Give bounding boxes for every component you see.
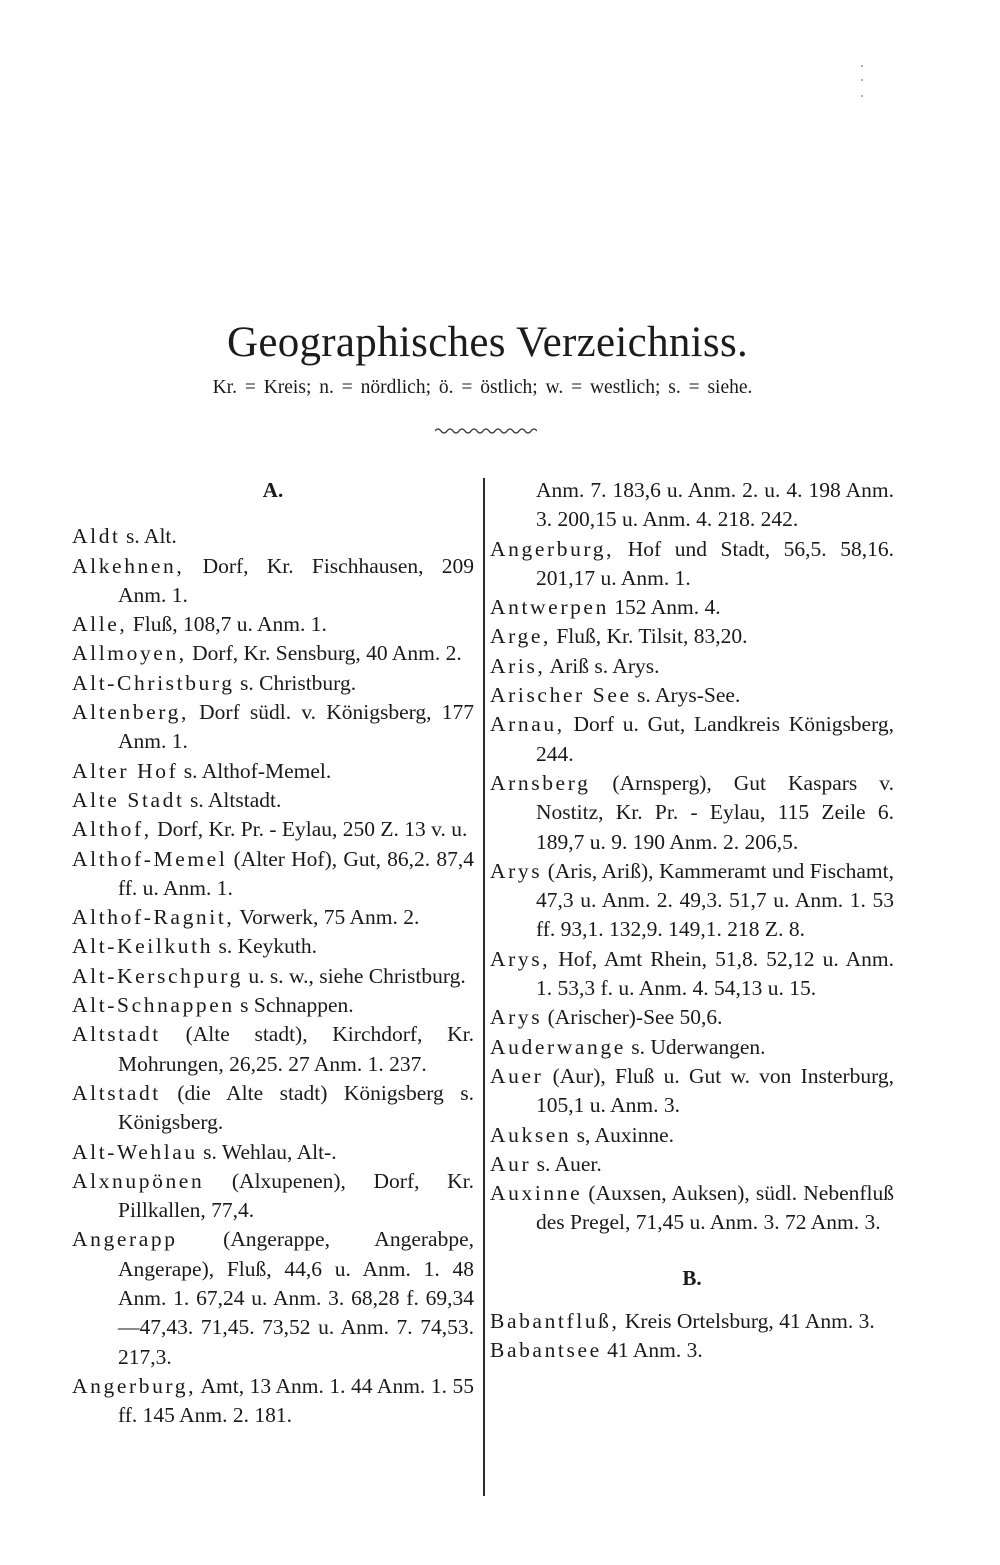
index-entry — [490, 1033, 894, 1062]
page-title: Geographisches Verzeichniss. — [226, 319, 749, 366]
entry-headword: Arge, — [490, 624, 551, 649]
index-entry — [72, 552, 474, 611]
entry-text: s. Althof-Memel. — [178, 758, 332, 783]
entry-text: s. Keykuth. — [213, 934, 317, 959]
index-entry — [490, 681, 894, 710]
spacer — [72, 505, 474, 522]
index-entry — [72, 1138, 474, 1167]
entry-headword: Auxinne — [490, 1181, 583, 1206]
entry-headword: Altstadt — [72, 1080, 161, 1105]
entry-text: 41 Anm. 3. — [601, 1338, 703, 1363]
entry-headword: Auderwange — [490, 1034, 626, 1059]
entry-text: (Alter Hof), Gut, 86,2. 87,4 ff. u. Anm. 1. — [118, 846, 474, 900]
index-entry — [72, 962, 474, 991]
entry-headword: Althof, — [72, 817, 152, 842]
entry-text: (Arnsperg), Gut Kaspars v. Nostitz, Kr. Pr. - Eylau, 115 Zeile 6. 189,7 u. 9. 190 Anm. 2. 206,5. — [536, 770, 894, 854]
index-entry — [490, 1062, 894, 1121]
entry-headword: Aris, — [490, 653, 546, 678]
entry-headword: Alt-Keilkuth — [72, 934, 214, 959]
entry-text: (die Alte stadt) Königsberg s. Königsberg. — [118, 1080, 474, 1135]
index-entry — [72, 845, 474, 904]
entry-text: Hof und Stadt, 56,5. 58,16. 201,17 u. Anm. 1. — [536, 536, 894, 590]
index-entry — [490, 1121, 894, 1150]
entry-headword: Altenberg, — [72, 700, 189, 725]
entry-text: s. Uderwangen. — [625, 1034, 766, 1059]
abbreviations-line: Kr. = Kreis; n. = nördlich; ö. = östlich; w. = westlich; s. = siehe. — [212, 377, 753, 398]
entry-headword: Alt-Wehlau — [72, 1139, 198, 1164]
index-entry — [490, 1179, 894, 1238]
entry-text: (Aur), Fluß u. Gut w. von Insterburg, 105,1 u. Anm. 3. — [536, 1063, 894, 1118]
entry-text: (Auxsen, Auksen), südl. Nebenfluß des Pregel, 71,45 u. Anm. 3. 72 Anm. 3. — [536, 1181, 894, 1235]
entry-text: Dorf u. Gut, Landkreis Königsberg, 244. — [536, 712, 894, 766]
index-entry — [490, 1307, 894, 1336]
entry-text: Amt, 13 Anm. 1. 44 Anm. 1. 55 ff. 145 Anm. 2. 181. — [118, 1373, 474, 1428]
entry-text: Dorf, Kr. Pr. - Eylau, 250 Z. 13 v. u. — [151, 817, 468, 842]
entry-headword: Althof-Ragnit, — [72, 905, 235, 930]
entry-text: Dorf südl. v. Königsberg, 177 Anm. 1. — [118, 700, 474, 754]
entry-headword: Antwerpen — [490, 595, 609, 620]
margin-dots — [860, 62, 864, 102]
entry-headword: Auer — [490, 1063, 544, 1088]
spacer — [490, 1293, 894, 1307]
index-entry — [72, 786, 474, 815]
spacer — [490, 1238, 894, 1264]
entry-text: Vorwerk, 75 Anm. 2. — [234, 905, 420, 930]
index-entry — [72, 610, 474, 639]
entry-headword: Angerburg, — [72, 1373, 197, 1398]
entry-headword: Alt-Christburg — [72, 670, 235, 695]
index-entry — [72, 639, 474, 668]
entry-text: Kreis Ortelsburg, 41 Anm. 3. — [619, 1309, 875, 1334]
entry-text: (Alxupenen), Dorf, Kr. Pillkallen, 77,4. — [118, 1168, 474, 1223]
entry-text: Hof, Amt Rhein, 51,8. 52,12 u. Anm. 1. 53,3 f. u. Anm. 4. 54,13 u. 15. — [536, 946, 894, 1001]
entry-headword: Aldt — [72, 524, 121, 549]
entry-text: Dorf, Kr. Sensburg, 40 Anm. 2. — [186, 641, 462, 666]
entry-headword: Alte Stadt — [72, 787, 185, 812]
index-entry — [72, 669, 474, 698]
index-entry — [490, 857, 894, 945]
entry-headword: Althof-Memel — [72, 846, 228, 871]
column-divider — [483, 478, 485, 1496]
entry-text: s. Christburg. — [234, 670, 357, 695]
entry-text: (Arischer)-See 50,6. — [542, 1005, 723, 1030]
entry-text: s. Wehlau, Alt-. — [197, 1139, 337, 1164]
entry-headword: Babantsee — [490, 1338, 602, 1363]
entry-headword: Auksen — [490, 1122, 572, 1147]
entry-text: 152 Anm. 4. — [608, 595, 721, 620]
right-column — [490, 476, 894, 1366]
entry-headword: Arys — [490, 858, 543, 883]
index-entry — [72, 1167, 474, 1226]
entry-text: s Schnappen. — [234, 993, 354, 1018]
left-column — [72, 476, 474, 1431]
index-entry — [490, 1003, 894, 1032]
entry-text: s, Auxinne. — [571, 1122, 675, 1147]
entry-text: s. Alt. — [120, 524, 177, 549]
entry-text: s. Auer. — [531, 1151, 602, 1176]
index-entry — [72, 1079, 474, 1138]
entry-headword: Arys, — [490, 946, 551, 971]
entry-headword: Arys — [490, 1005, 543, 1030]
index-entry — [490, 769, 894, 857]
entry-text: (Aris, Ariß), Kammeramt und Fischamt, 47,3 u. Anm. 2. 49,3. 51,7 u. Anm. 1. 53 ff. 93,1. 132,9. 149,1. 218 Z. 8. — [536, 858, 894, 942]
entry-list-right-b — [490, 1307, 894, 1366]
index-entry — [490, 652, 894, 681]
wavy-ornament-icon — [435, 426, 537, 436]
entry-text: Ariß s. Arys. — [545, 653, 660, 678]
entry-text: s. Altstadt. — [184, 787, 282, 812]
index-entry — [490, 1150, 894, 1179]
index-entry — [72, 757, 474, 786]
index-entry — [490, 622, 894, 651]
entry-headword: Angerapp — [72, 1227, 178, 1252]
entry-headword: Angerburg, — [490, 536, 615, 561]
entry-text: Fluß, Kr. Tilsit, 83,20. — [550, 624, 748, 649]
index-entry — [72, 1372, 474, 1431]
entry-headword: Allmoyen, — [72, 641, 187, 666]
index-entry — [72, 903, 474, 932]
entry-headword: Alt-Kerschpurg — [72, 963, 243, 988]
entry-text: u. s. w., siehe Christburg. — [242, 963, 466, 988]
index-entry — [490, 945, 894, 1004]
index-entry — [490, 593, 894, 622]
entry-headword: Arischer See — [490, 683, 632, 708]
index-entry — [72, 1020, 474, 1079]
entry-headword: Alle, — [72, 612, 128, 637]
entry-headword: Aur — [490, 1151, 532, 1176]
entry-text: s. Arys-See. — [631, 683, 741, 708]
index-entry — [490, 710, 894, 769]
index-entry — [72, 522, 474, 551]
entry-text: (Angerappe, Angerabpe, Angerape), Fluß, 44,6 u. Anm. 1. 48 Anm. 1. 67,24 u. Anm. 3. 68,28 f. 69,34—47,43. 71,45. 73,52 u. Anm. 7. 74,53. 217,3. — [118, 1227, 474, 1369]
entry-headword: Alxnupönen — [72, 1168, 205, 1193]
entry-headword: Arnau, — [490, 712, 565, 737]
entry-list-right — [490, 535, 894, 1238]
section-letter-b: B. — [682, 1265, 702, 1290]
entry-headword: Alter Hof — [72, 758, 179, 783]
entry-headword: Babantfluß, — [490, 1309, 620, 1334]
entry-text: (Alte stadt), Kirchdorf, Kr. Mohrungen, 26,25. 27 Anm. 1. 237. — [118, 1022, 474, 1076]
entry-headword: Alkehnen, — [72, 553, 185, 578]
section-letter-a: A. — [262, 478, 284, 502]
continued-entry: Anm. 7. 183,6 u. Anm. 2. u. 4. 198 Anm. 3. 200,15 u. Anm. 4. 218. 242. — [536, 478, 894, 532]
index-entry — [72, 991, 474, 1020]
index-entry — [490, 1336, 894, 1365]
index-entry — [72, 932, 474, 961]
entry-text: Dorf, Kr. Fischhausen, 209 Anm. 1. — [118, 553, 474, 607]
index-entry — [490, 535, 894, 594]
entry-text: Fluß, 108,7 u. Anm. 1. — [127, 612, 327, 637]
entry-headword: Alt-Schnappen — [72, 993, 235, 1018]
index-entry — [72, 1225, 474, 1371]
index-entry — [72, 698, 474, 757]
entry-list-left — [72, 522, 474, 1430]
entry-headword: Arnsberg — [490, 770, 591, 795]
index-entry — [72, 815, 474, 844]
entry-headword: Altstadt — [72, 1022, 161, 1047]
